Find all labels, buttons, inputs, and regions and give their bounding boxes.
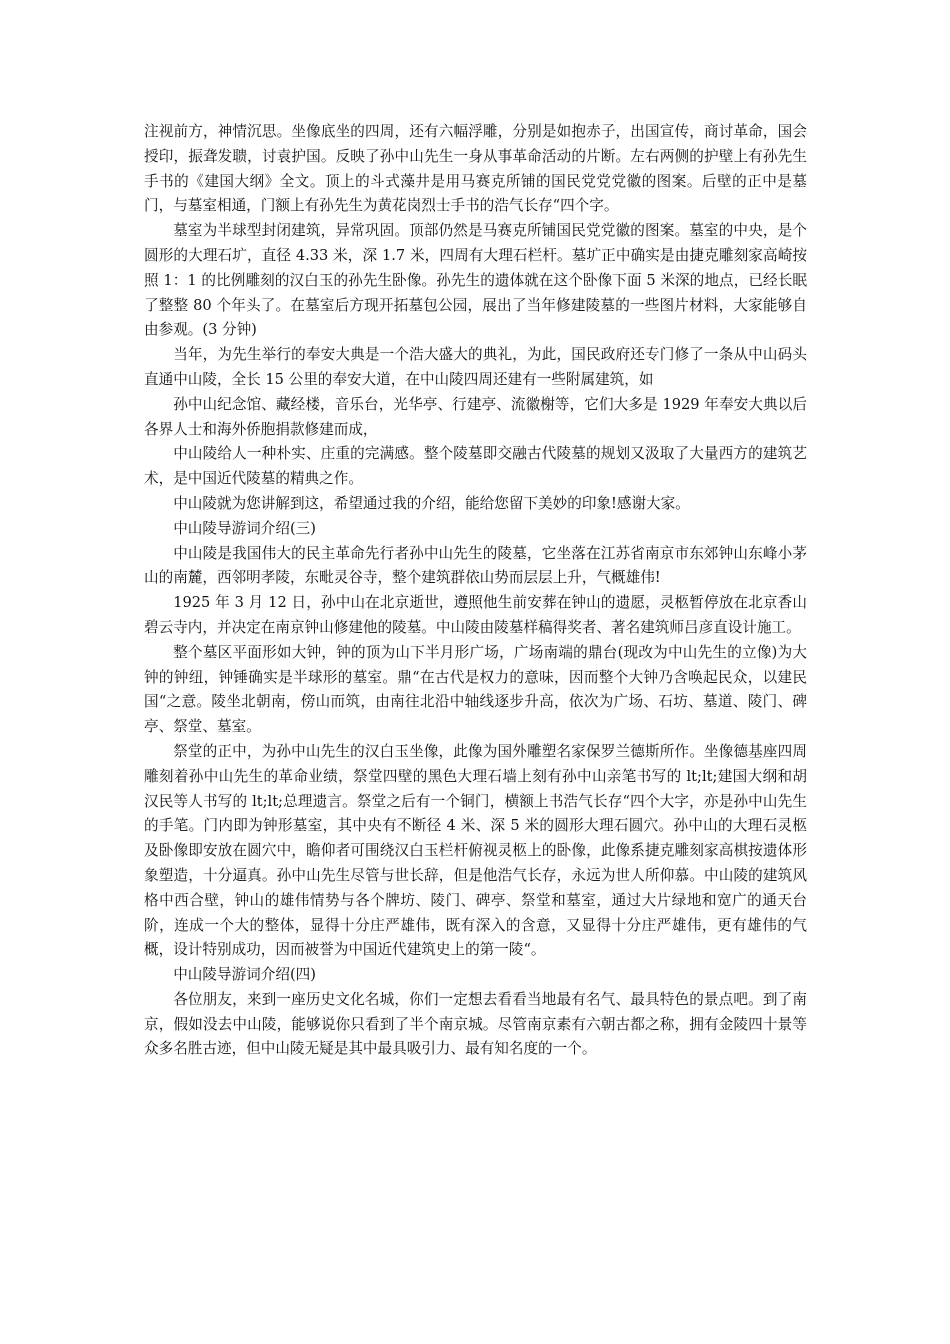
paragraph-auxiliary-buildings: 孙中山纪念馆、藏经楼，音乐台，光华亭、行建亭、流徽榭等，它们大多是 1929 年奉安大典以后各界人士和海外侨胞捐款修建而成， [144, 395, 807, 438]
paragraph-introduction-nanjing: 各位朋友，来到一座历史文化名城，你们一定想去看看当地最有名气、最具特色的景点吧。到了南京，假如没去中山陵，能够说你只看到了半个南京城。尽管南京素有六朝古都之称，拥有金陵四十景等众多名胜古迹，但中山陵无疑是其中最具吸引力、最有知名度的一个。 [144, 990, 807, 1058]
paragraph-sacrificial-hall-detail: 祭堂的正中，为孙中山先生的汉白玉坐像，此像为国外雕塑名家保罗兰德斯所作。坐像德基座四周雕刻着孙中山先生的革命业绩，祭堂四壁的黑色大理石墙上刻有孙中山亲笔书写的 lt;lt;建国大纲和胡汉民等人书写的 lt;lt;总理遗言。祭堂之后有一个铜门，横额上书浩气长存“四个大字，亦是孙中山先生的手笔。门内即为钟形墓室，其中央有不断径 4 米、深 5 米的圆形大理石圆穴。孙中山的大理石灵柩及卧像即安放在圆穴中，瞻仰者可围绕汉白玉栏杆俯视灵柩上的卧像，此像系捷克雕刻家高棋按遗体形象塑造，十分逼真。孙中山先生尽管与世长辞，但是他浩气长存，永远为世人所仰慕。中山陵的建筑风格中西合壁，钟山的雄伟情势与各个牌坊、陵门、碑亭、祭堂和墓室，通过大片绿地和宽广的通天台阶，连成一个大的整体，显得十分庄严雄伟，既有深入的含意，又显得十分庄严雄伟，更有雄伟的气概，设计特别成功，因而被誉为中国近代建筑史上的第一陵“。 [144, 742, 807, 959]
paragraph-history-1925: 1925 年 3 月 12 日，孙中山在北京逝世，遵照他生前安葬在钟山的遗愿，灵柩暂停放在北京香山碧云寺内，并决定在南京钟山修建他的陵墓。中山陵由陵墓样稿得奖者、著名建筑师吕彦直设计施工。 [144, 594, 807, 636]
paragraph-bell-layout: 整个墓区平面形如大钟，钟的顶为山下半月形广场，广场南端的鼎台(现改为中山先生的立像)为大钟的钟纽，钟锤确实是半球形的墓室。鼎“在古代是权力的意味，因而整个大钟乃含唤起民众，以建民国“之意。陵坐北朝南，傍山而筑，由南往北沿中轴线逐步升高，依次为广场、石坊、墓道、陵门、碑亭、祭堂、墓室。 [144, 643, 807, 736]
paragraph-closing-thanks: 中山陵就为您讲解到这，希望通过我的介绍，能给您留下美妙的印象!感谢大家。 [173, 494, 690, 512]
document-page [144, 120, 807, 1062]
paragraph-burial-ceremony: 当年，为先生举行的奉安大典是一个浩大盛大的典礼，为此，国民政府还专门修了一条从中山码头直通中山陵，全长 15 公里的奉安大道，在中山陵四周还建有一些附属建筑，如 [144, 346, 807, 388]
section-heading-part-4: 中山陵导游词介绍(四) [173, 966, 316, 984]
paragraph-mausoleum-sacrificial-hall: 注视前方，神情沉思。坐像底坐的四周，还有六幅浮雕，分别是如抱赤子，出国宣传，商讨革命，国会授印，振聋发聩，讨袁护国。反映了孙中山先生一身从事革命活动的片断。左右两侧的护壁上有孙先生手书的《建国大纲》全文。顶上的斗式藻井是用马赛克所铺的国民党党党徽的图案。后壁的正中是墓门，与墓室相通，门额上有孙先生为黄花岗烈士手书的浩气长存“四个字。 [144, 123, 807, 215]
section-heading-part-3: 中山陵导游词介绍(三) [173, 519, 316, 537]
paragraph-location: 中山陵是我国伟大的民主革命先行者孙中山先生的陵墓，它坐落在江苏省南京市东郊钟山东峰小茅山的南麓，西邻明孝陵，东毗灵谷寺，整个建筑群依山势而层层上升，气概雄伟! [144, 544, 807, 587]
paragraph-impression: 中山陵给人一种朴实、庄重的完满感。整个陵墓即交融古代陵墓的规划又汲取了大量西方的建筑艺术，是中国近代陵墓的精典之作。 [144, 445, 807, 488]
paragraph-tomb-chamber: 墓室为半球型封闭建筑，异常巩固。顶部仍然是马赛克所铺国民党党徽的图案。墓室的中央，是个圆形的大理石圹，直径 4.33 米，深 1.7 米，四周有大理石栏杆。墓圹正中确实是由捷克雕刻家高崎按照 1：1 的比例雕刻的汉白玉的孙先生卧像。孙先生的遗体就在这个卧像下面 5 米深的地点，已经长眠了整整 80 个年头了。在墓室后方现开拓墓包公园，展出了当年修建陵墓的一些图片材料，大家能够自由参观。(3 分钟) [144, 222, 807, 339]
